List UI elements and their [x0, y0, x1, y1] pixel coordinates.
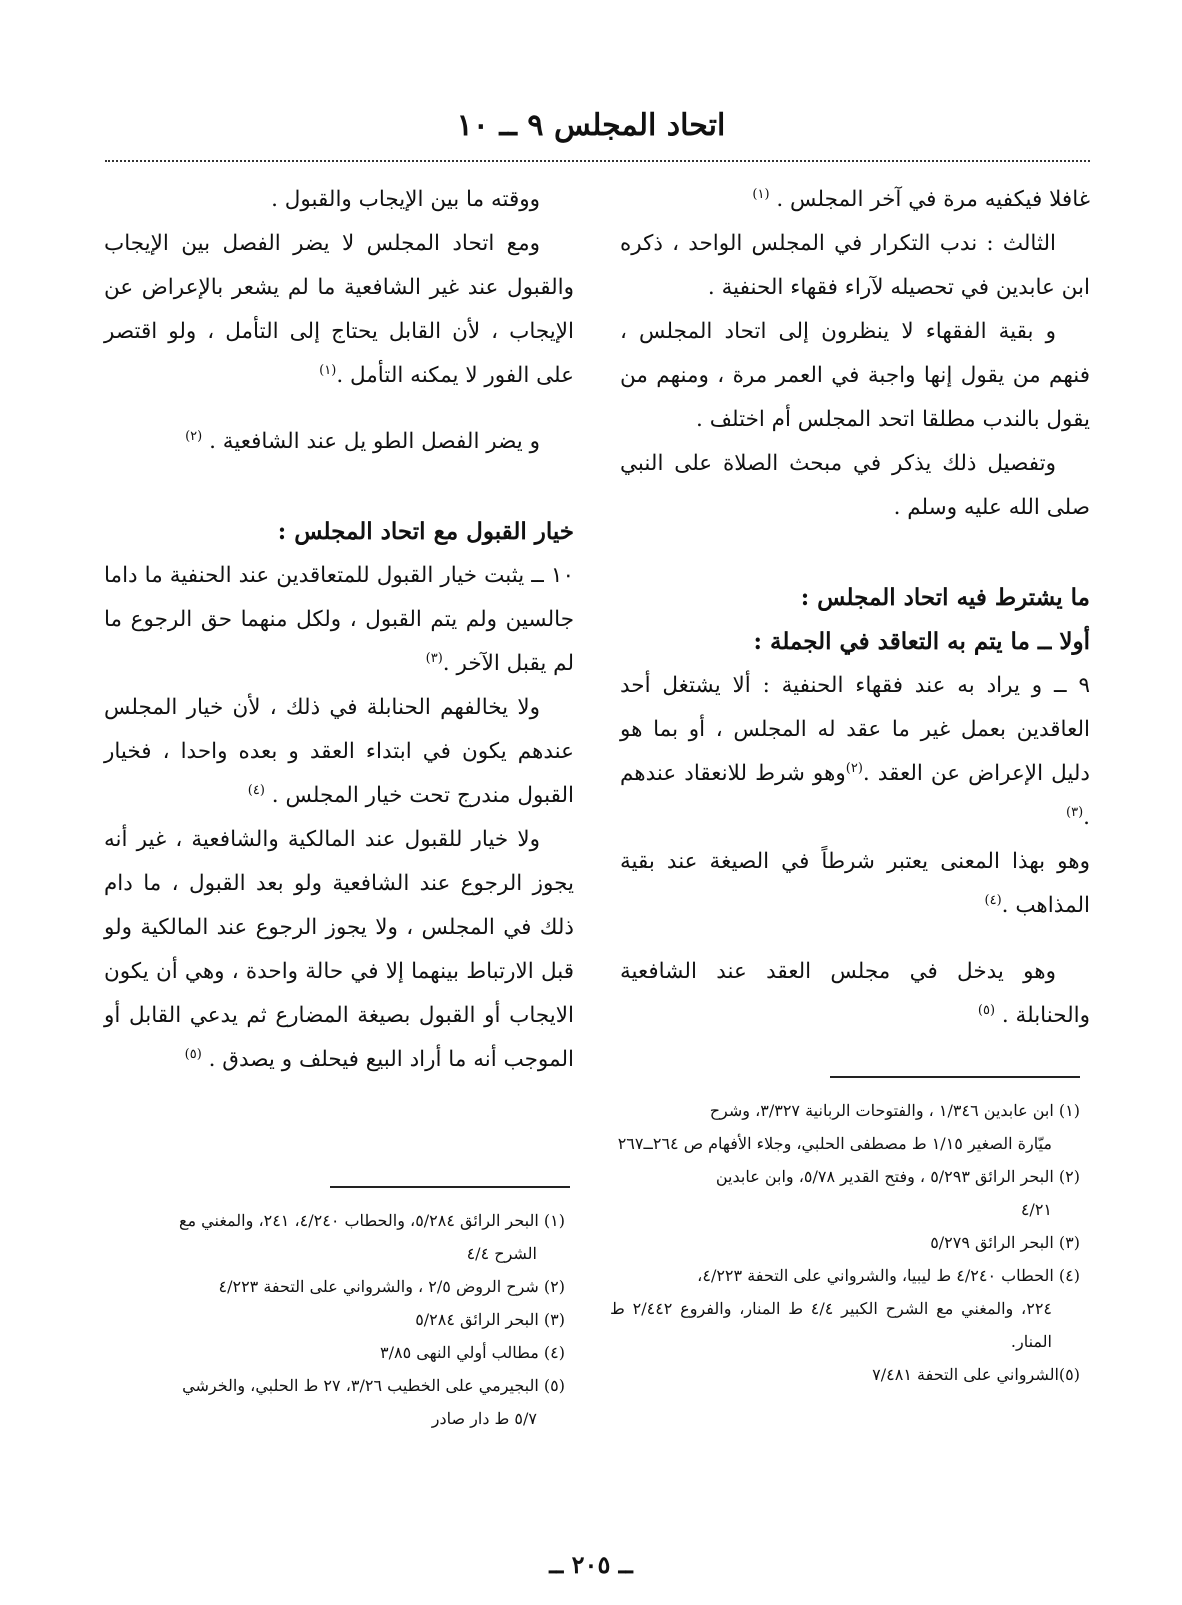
footnote-line: (٢) البحر الرائق ٥/٢٩٣ ، وفتح القدير ٥/٧٨، وابن عابدين	[715, 1167, 1080, 1186]
right-paragraph-4: وتفصيل ذلك يذكر في مبحث الصلاة على النبي صلى الله عليه وسلم .	[620, 451, 1090, 520]
footnote-line: (٥)الشرواني على التحفة ٧/٤٨١	[872, 1365, 1080, 1384]
footnote-line: (٢) شرح الروض ٢/٥ ، والشرواني على التحفة ٤/٢٢٣	[218, 1277, 565, 1296]
page-header-title: اتحاد المجلس ٩ ــ ١٠	[456, 108, 726, 143]
left-column	[104, 178, 574, 1082]
header-dotted-divider	[105, 160, 1090, 162]
left-paragraph-1: ووقته ما بين الإيجاب والقبول .	[271, 187, 540, 212]
footnote-line: (٤) مطالب أولي النهى ٣/٨٥	[380, 1343, 565, 1362]
page-number: ــ ٢٠٥ ــ	[549, 1550, 633, 1579]
footnote-continuation: ميّارة الصغير ١/١٥ ط مصطفى الحلبي، وجلاء الأفهام ص ٢٦٤ــ٢٦٧	[617, 1134, 1052, 1153]
footnote-ref: (٣)	[1066, 804, 1084, 820]
footnote-ref: (٣)	[425, 650, 443, 666]
footnote-continuation: الشرح ٤/٤	[466, 1244, 537, 1263]
footnote-line: (٥) البجيرمي على الخطيب ٣/٢٦، ٢٧ ط الحلبي، والخرشي	[182, 1376, 565, 1395]
footnote-ref: (٤)	[984, 892, 1002, 908]
footnote-ref: (٤)	[247, 782, 265, 798]
right-paragraph-7: وهو يدخل في مجلس العقد عند الشافعية والحنابلة . $^{(٥)}$	[620, 959, 1090, 1028]
left-paragraph-2: ومع اتحاد المجلس لا يضر الفصل بين الإيجاب والقبول عند غير الشافعية ما لم يشعر بالإعراض عن الإيجاب ، لأن القابل يحتاج إلى التأمل ، ولو اقتصر على الفور لا يمكنه التأمل .$^{(١)}$	[104, 231, 574, 388]
left-paragraph-4: ١٠ ــ يثبت خيار القبول للمتعاقدين عند الحنفية ما داما جالسين ولم يتم القبول ، ولكل منهما حق الرجوع ما لم يقبل الآخر .$^{(٣)}$	[104, 563, 574, 676]
left-paragraph-3: و يضر الفصل الطو يل عند الشافعية . $^{(٢)}$	[185, 428, 540, 454]
footnote-line: (٣) البحر الرائق ٥/٢٧٩	[930, 1233, 1080, 1252]
left-paragraph-5: ولا يخالفهم الحنابلة في ذلك ، لأن خيار المجلس عندهم يكون في ابتداء العقد و بعده واحدا ، فخيار القبول مندرج تحت خيار المجلس . $^{(٤)}$	[104, 695, 574, 808]
section-heading-conditions: ما يشترط فيه اتحاد المجلس :	[800, 584, 1090, 611]
footnote-continuation: ٥/٧ ط دار صادر	[431, 1409, 537, 1428]
footnote-continuation: ٢٢٤، والمغني مع الشرح الكبير ٤/٤ ط المنار، والفروع ٢/٤٤٢ ط المنار.	[610, 1299, 1052, 1351]
right-column	[620, 178, 1090, 1038]
right-paragraph-6: وهو بهذا المعنى يعتبر شرطاً في الصيغة عند بقية المذاهب .$^{(٤)}$	[620, 849, 1090, 918]
footnote-ref: (٢)	[185, 428, 203, 444]
right-paragraph-2: الثالث : ندب التكرار في المجلس الواحد ، ذكره ابن عابدين في تحصيله لآراء فقهاء الحنفية .	[620, 231, 1090, 300]
footnote-line: (١) البحر الرائق ٥/٢٨٤، والحطاب ٤/٢٤٠، ٢٤١، والمغني مع	[179, 1211, 565, 1230]
right-paragraph-5: ٩ ــ و يراد به عند فقهاء الحنفية : ألا يشتغل أحد العاقدين بعمل غير ما عقد له المجلس ، أو بما هو دليل الإعراض عن العقد .$^{(٢)}$وهو شرط للانعقاد عندهم .$^{(٣)}$	[620, 673, 1090, 830]
footnote-ref: (٥)	[977, 1002, 996, 1018]
footnote-ref: (٥)	[184, 1046, 202, 1062]
right-paragraph-3: و بقية الفقهاء لا ينظرون إلى اتحاد المجلس ، فنهم من يقول إنها واجبة في العمر مرة ، ومنهم من يقول بالندب مطلقا اتحد المجلس أم اختلف .	[620, 319, 1090, 432]
footnote-ref: (٢)	[845, 760, 863, 776]
footnote-ref: (١)	[752, 186, 770, 202]
footnotes-left	[95, 1204, 565, 1435]
section-heading-acceptance-option: خيار القبول مع اتحاد المجلس :	[277, 518, 574, 545]
left-paragraph-6: ولا خيار للقبول عند المالكية والشافعية ، غير أنه يجوز الرجوع عند الشافعية ولو بعد القبول ، ما دام ذلك في المجلس ، ولا يجوز الرجوع عند المالكية ولو قبل الارتباط بينهما إلا في حالة واحدة ، وهي أن يكون الايجاب أو القبول بصيغة المضارع ثم يدعي القابل أو الموجب أنه ما أراد البيع فيحلف و يصدق . $^{(٥)}$	[104, 827, 574, 1072]
footnote-divider-right	[830, 1076, 1080, 1078]
footnote-ref: (١)	[319, 362, 337, 378]
footnote-line: (٣) البحر الرائق ٥/٢٨٤	[415, 1310, 565, 1329]
subsection-heading-first: أولا ــ ما يتم به التعاقد في الجملة :	[753, 628, 1090, 655]
right-paragraph-1: غافلا فيكفيه مرة في آخر المجلس . $^{(١)}$	[752, 186, 1090, 212]
footnote-line: (٤) الحطاب ٤/٢٤٠ ط ليبيا، والشرواني على التحفة ٤/٢٢٣،	[697, 1266, 1080, 1285]
footnote-continuation: ٤/٢١	[1020, 1200, 1052, 1219]
footnote-divider-left	[330, 1186, 570, 1188]
footnotes-right	[610, 1094, 1080, 1391]
footnote-line: (١) ابن عابدين ١/٣٤٦ ، والفتوحات الربانية ٣/٣٢٧، وشرح	[709, 1101, 1080, 1120]
